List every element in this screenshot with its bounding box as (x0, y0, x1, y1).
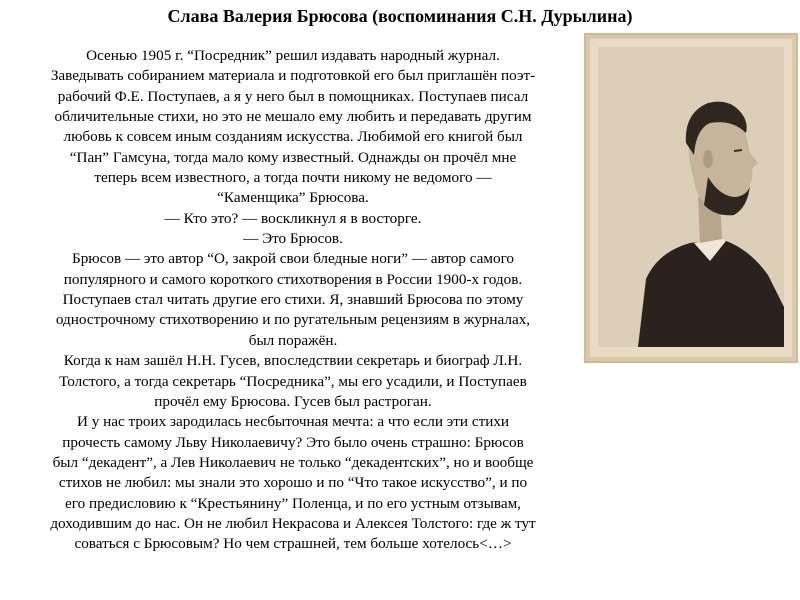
memoir-line: обличительные стихи, но это не мешало ему любить и передавать другим (54, 108, 532, 126)
memoir-line: был поражён. (248, 331, 338, 349)
memoir-line: И у нас троих зародилась несбыточная мечта: а что если эти стихи (76, 413, 510, 431)
memoir-line: Толстого, а тогда секретарь “Посредника”, мы его усадили, и Поступаев (59, 372, 527, 390)
memoir-line: Брюсов — это автор “О, закрой свои бледные ноги” — автор самого (71, 250, 515, 268)
bryusov-portrait-icon (598, 47, 784, 347)
memoir-line: любовь к совсем иным созданиям искусства. Любимой его книгой был (63, 128, 523, 146)
memoir-text (6, 46, 580, 555)
memoir-line: соваться с Брюсовым? Но чем страшней, тем больше хотелось<…> (74, 535, 512, 553)
memoir-line: Осенью 1905 г. “Посредник” решил издавать народный журнал. (86, 47, 500, 64)
memoir-line: “Пан” Гамсуна, тогда мало кому известный. Однажды он прочёл мне (69, 148, 517, 166)
memoir-line: был “декадент”, а Лев Николаевич не только “декадентских”, но и вообще (52, 453, 534, 471)
memoir-line: рабочий Ф.Е. Поступаев, а я у него был в помощниках. Поступаев писал (57, 87, 529, 105)
memoir-line: однострочному стихотворению и по ругательным рецензиям в журналах, (55, 311, 531, 329)
memoir-line: — Это Брюсов. (243, 230, 343, 248)
memoir-line: Заведывать собиранием материала и подготовкой его был приглашён поэт- (50, 67, 536, 85)
memoir-line: прочёл ему Брюсова. Гусев был растроган. (154, 392, 432, 410)
memoir-line: — Кто это? — воскликнул я в восторге. (164, 209, 422, 227)
memoir-line: стихов не любил: мы знали это хорошо и по “Что такое искусство”, и по (58, 474, 528, 492)
memoir-line: Поступаев стал читать другие его стихи. Я, знавший Брюсова по этому (62, 291, 524, 309)
portrait-photo-frame (584, 33, 798, 363)
memoir-line: “Каменщика” Брюсова. (217, 189, 369, 207)
memoir-line: Когда к нам зашёл Н.Н. Гусев, впоследствии секретарь и биограф Л.Н. (63, 352, 523, 370)
memoir-line: его предисловию к “Крестьянину” Поленца, и по его устным отзывам, (65, 494, 521, 512)
memoir-line: прочесть самому Льву Николаевичу? Это было очень страшно: Брюсов (62, 433, 524, 451)
memoir-line: теперь всем известного, а тогда почти никому не ведомого — (94, 169, 492, 187)
memoir-line: доходившим до нас. Он не любил Некрасова и Алексея Толстого: где ж тут (50, 514, 536, 532)
portrait-photo (598, 47, 784, 347)
slide-title: Слава Валерия Брюсова (воспоминания С.Н. Дурылина) (167, 6, 633, 26)
memoir-line: популярного и самого короткого стихотворения в России 1900-х годов. (63, 270, 523, 288)
